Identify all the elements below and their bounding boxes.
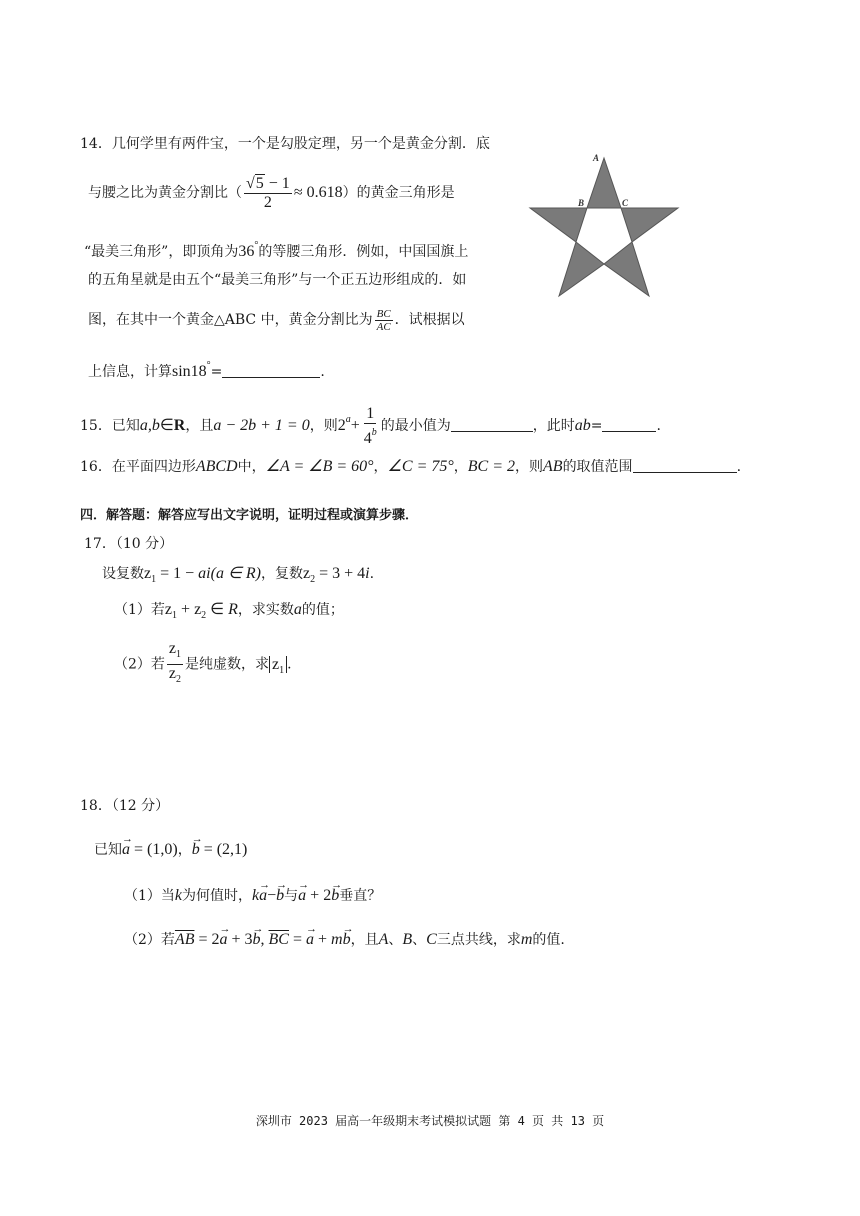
one-over-4b-fraction: $\frac{1}{4^b}$	[363, 404, 377, 447]
golden-ratio-fraction: $\frac{√5 - 1}{2}$	[246, 174, 290, 211]
q17-header: 17．（10 分）	[84, 536, 174, 552]
label-b: B	[578, 198, 585, 208]
q14-line3: “最美三角形”，即顶角为36°的等腰三角形．例如，中国国旗上	[84, 240, 469, 260]
q14-line4: 的五角星就是由五个“最美三角形”与一个正五边形组成的．如	[88, 272, 467, 288]
bc-ac-fraction: $\frac{BC}{AC}$	[376, 307, 391, 333]
q15-min-blank[interactable]	[451, 415, 533, 432]
q17-statement: 设复数$z_1 = 1 - ai(a$ ∈ R)，复数$z_2 = 3 + 4i$.	[102, 565, 375, 585]
q14-line2: 与腰之比为黄金分割比（ $\frac{√5 - 1}{2}$ ≈ 0.618）的黄金三角形是	[88, 174, 455, 211]
golden-star-figure	[528, 150, 680, 300]
q16-range-blank[interactable]	[633, 456, 737, 473]
q18-header: 18．（12 分）	[80, 798, 170, 814]
page-footer: 深圳市 2023 届高一年级期末考试模拟试题 第 4 页 共 13 页	[255, 1114, 605, 1128]
section-4-heading: 四．解答题：解答应写出文字说明，证明过程或演算步骤．	[80, 508, 419, 523]
q14-answer-blank[interactable]	[222, 361, 320, 378]
q18-part1: （1）当k为何值时，k→ a−→ b与→ a + 2→ b垂直？	[124, 886, 381, 906]
label-c: C	[622, 198, 629, 208]
modulus-z1: $z_1$	[269, 656, 287, 673]
q18-part2: （2）若$\overline{AB} = 2\to a + 3\to b$, $\overline{BC}$ = → a + m→ b，且A、B、C三点共线，求m的值.	[124, 930, 565, 950]
q14-line1: 14．几何学里有两件宝，一个是勾股定理，另一个是黄金分割．底	[80, 136, 490, 152]
q18-statement: 已知→ a = (1,0)，→ b = (2,1)	[94, 840, 247, 860]
q16-line: 16．在平面四边形ABCD中，∠A = ∠B = 60°，∠C = 75°，BC = 2，则AB的取值范围 .	[80, 458, 742, 475]
q15-line: 15．已知a,b∈R，且a − 2b + 1 = 0，则$2^a+$ $\frac{1}{4^b}$ 的最小值为 ，此时ab= .	[80, 404, 661, 447]
q14-line6: 上信息，计算sin18°= .	[88, 360, 325, 380]
label-a: A	[593, 153, 600, 163]
q17-part2: （2）若 $\frac{z_1}{z_2}$ 是纯虚数，求 $z_1$ .	[114, 640, 292, 692]
q17-part1: （1）若$z_1 + z_2$ ∈ R，求实数a的值；	[114, 601, 344, 621]
q15-ab-blank[interactable]	[602, 415, 656, 432]
z1-over-z2-fraction: $\frac{z_1}{z_2}$	[168, 640, 182, 685]
q14-line5: 图，在其中一个黄金△ABC 中，黄金分割比为 $\frac{BC}{AC}$ ．试根据以	[88, 307, 465, 333]
